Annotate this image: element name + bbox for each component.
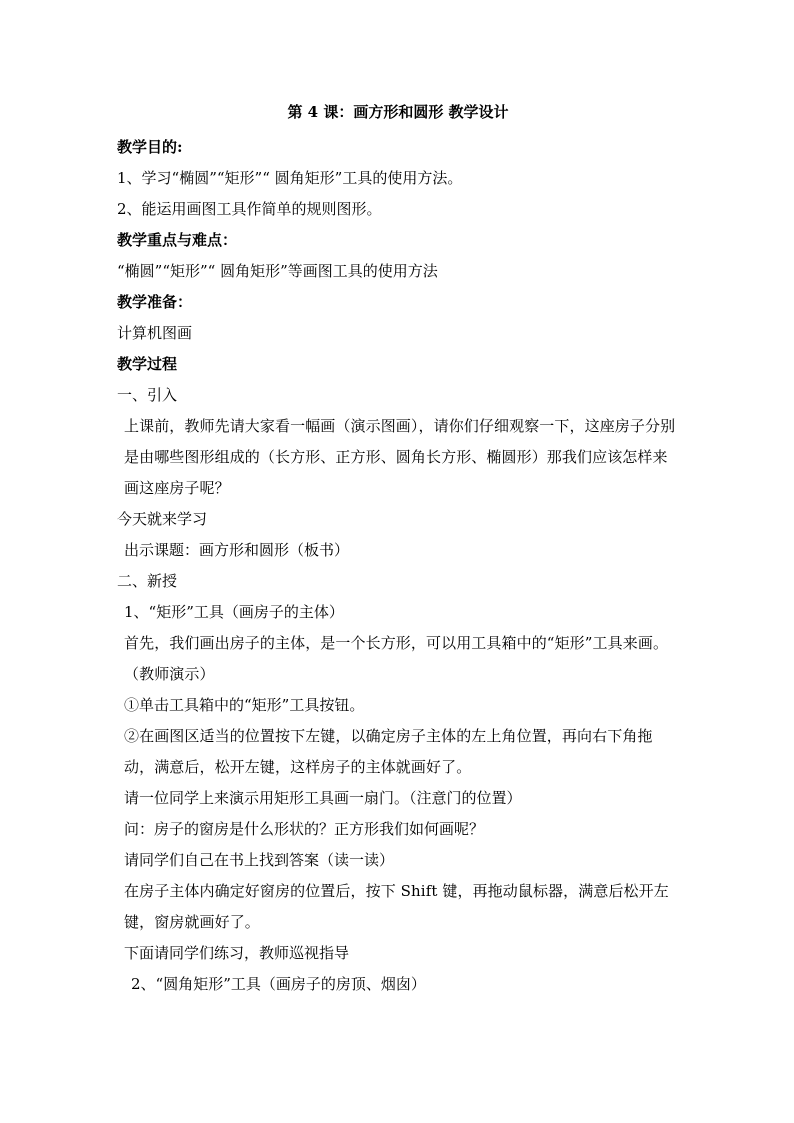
rounded-rectangle-tool-heading: 2、“圆角矩形”工具（画房子的房顶、烟囱） xyxy=(131,975,426,993)
process-heading: 教学过程 xyxy=(117,355,178,373)
shift-key-paragraph: 在房子主体内确定好窗房的位置后，按下 Shift 键，再拖动鼠标器，满意后松开左键，窗房就画好了。 xyxy=(124,882,669,931)
objective-item-2: 2、能运用画图工具作简单的规则图形。 xyxy=(117,200,382,218)
rectangle-tool-paragraph: 首先，我们画出房子的主体，是一个长方形，可以用工具箱中的“矩形”工具来画。（教师演示） xyxy=(124,634,669,683)
objective-item-1: 1、学习“椭圆”“矩形”“ 圆角矩形”工具的使用方法。 xyxy=(117,169,463,187)
step-two-paragraph: ②在画图区适当的位置按下左键，以确定房子主体的左上角位置，再向右下角拖动，满意后，松开左键，这样房子的主体就画好了。 xyxy=(124,727,653,776)
rectangle-tool-heading: 1、“矩形”工具（画房子的主体） xyxy=(124,603,344,621)
lesson-topic-text: 出示课题：画方形和圆形（板书） xyxy=(124,541,350,559)
door-task-text: 请一位同学上来演示用矩形工具画一扇门。（注意门的位置） xyxy=(124,789,522,807)
step-one-text: ①单击工具箱中的“矩形”工具按钮。 xyxy=(124,696,365,714)
keypoints-heading: 教学重点与难点： xyxy=(117,231,238,249)
objective-heading: 教学目的: xyxy=(117,138,183,156)
section-introduction-heading: 一、引入 xyxy=(117,386,178,404)
preparation-heading: 教学准备： xyxy=(117,293,193,311)
section-new-content-heading: 二、新授 xyxy=(117,572,178,590)
window-question-text: 问：房子的窗房是什么形状的？正方形我们如何画呢？ xyxy=(124,820,485,838)
preparation-text: 计算机图画 xyxy=(117,324,193,342)
reading-task-text: 请同学们自己在书上找到答案（读一读） xyxy=(124,851,395,869)
document-title: 第 4 课：画方形和圆形 教学设计 xyxy=(287,103,509,121)
introduction-paragraph: 上课前，教师先请大家看一幅画（演示图画），请你们仔细观察一下，这座房子分别是由哪些图形组成的（长方形、正方形、圆角长方形、椭圆形）那我们应该怎样来画这座房子呢？ xyxy=(124,417,676,497)
keypoints-text: “椭圆”“矩形”“ 圆角矩形”等画图工具的使用方法 xyxy=(117,262,438,280)
practice-text: 下面请同学们练习，教师巡视指导 xyxy=(124,944,350,962)
document-body xyxy=(117,101,679,1000)
introduction-today-text: 今天就来学习 xyxy=(117,510,208,528)
